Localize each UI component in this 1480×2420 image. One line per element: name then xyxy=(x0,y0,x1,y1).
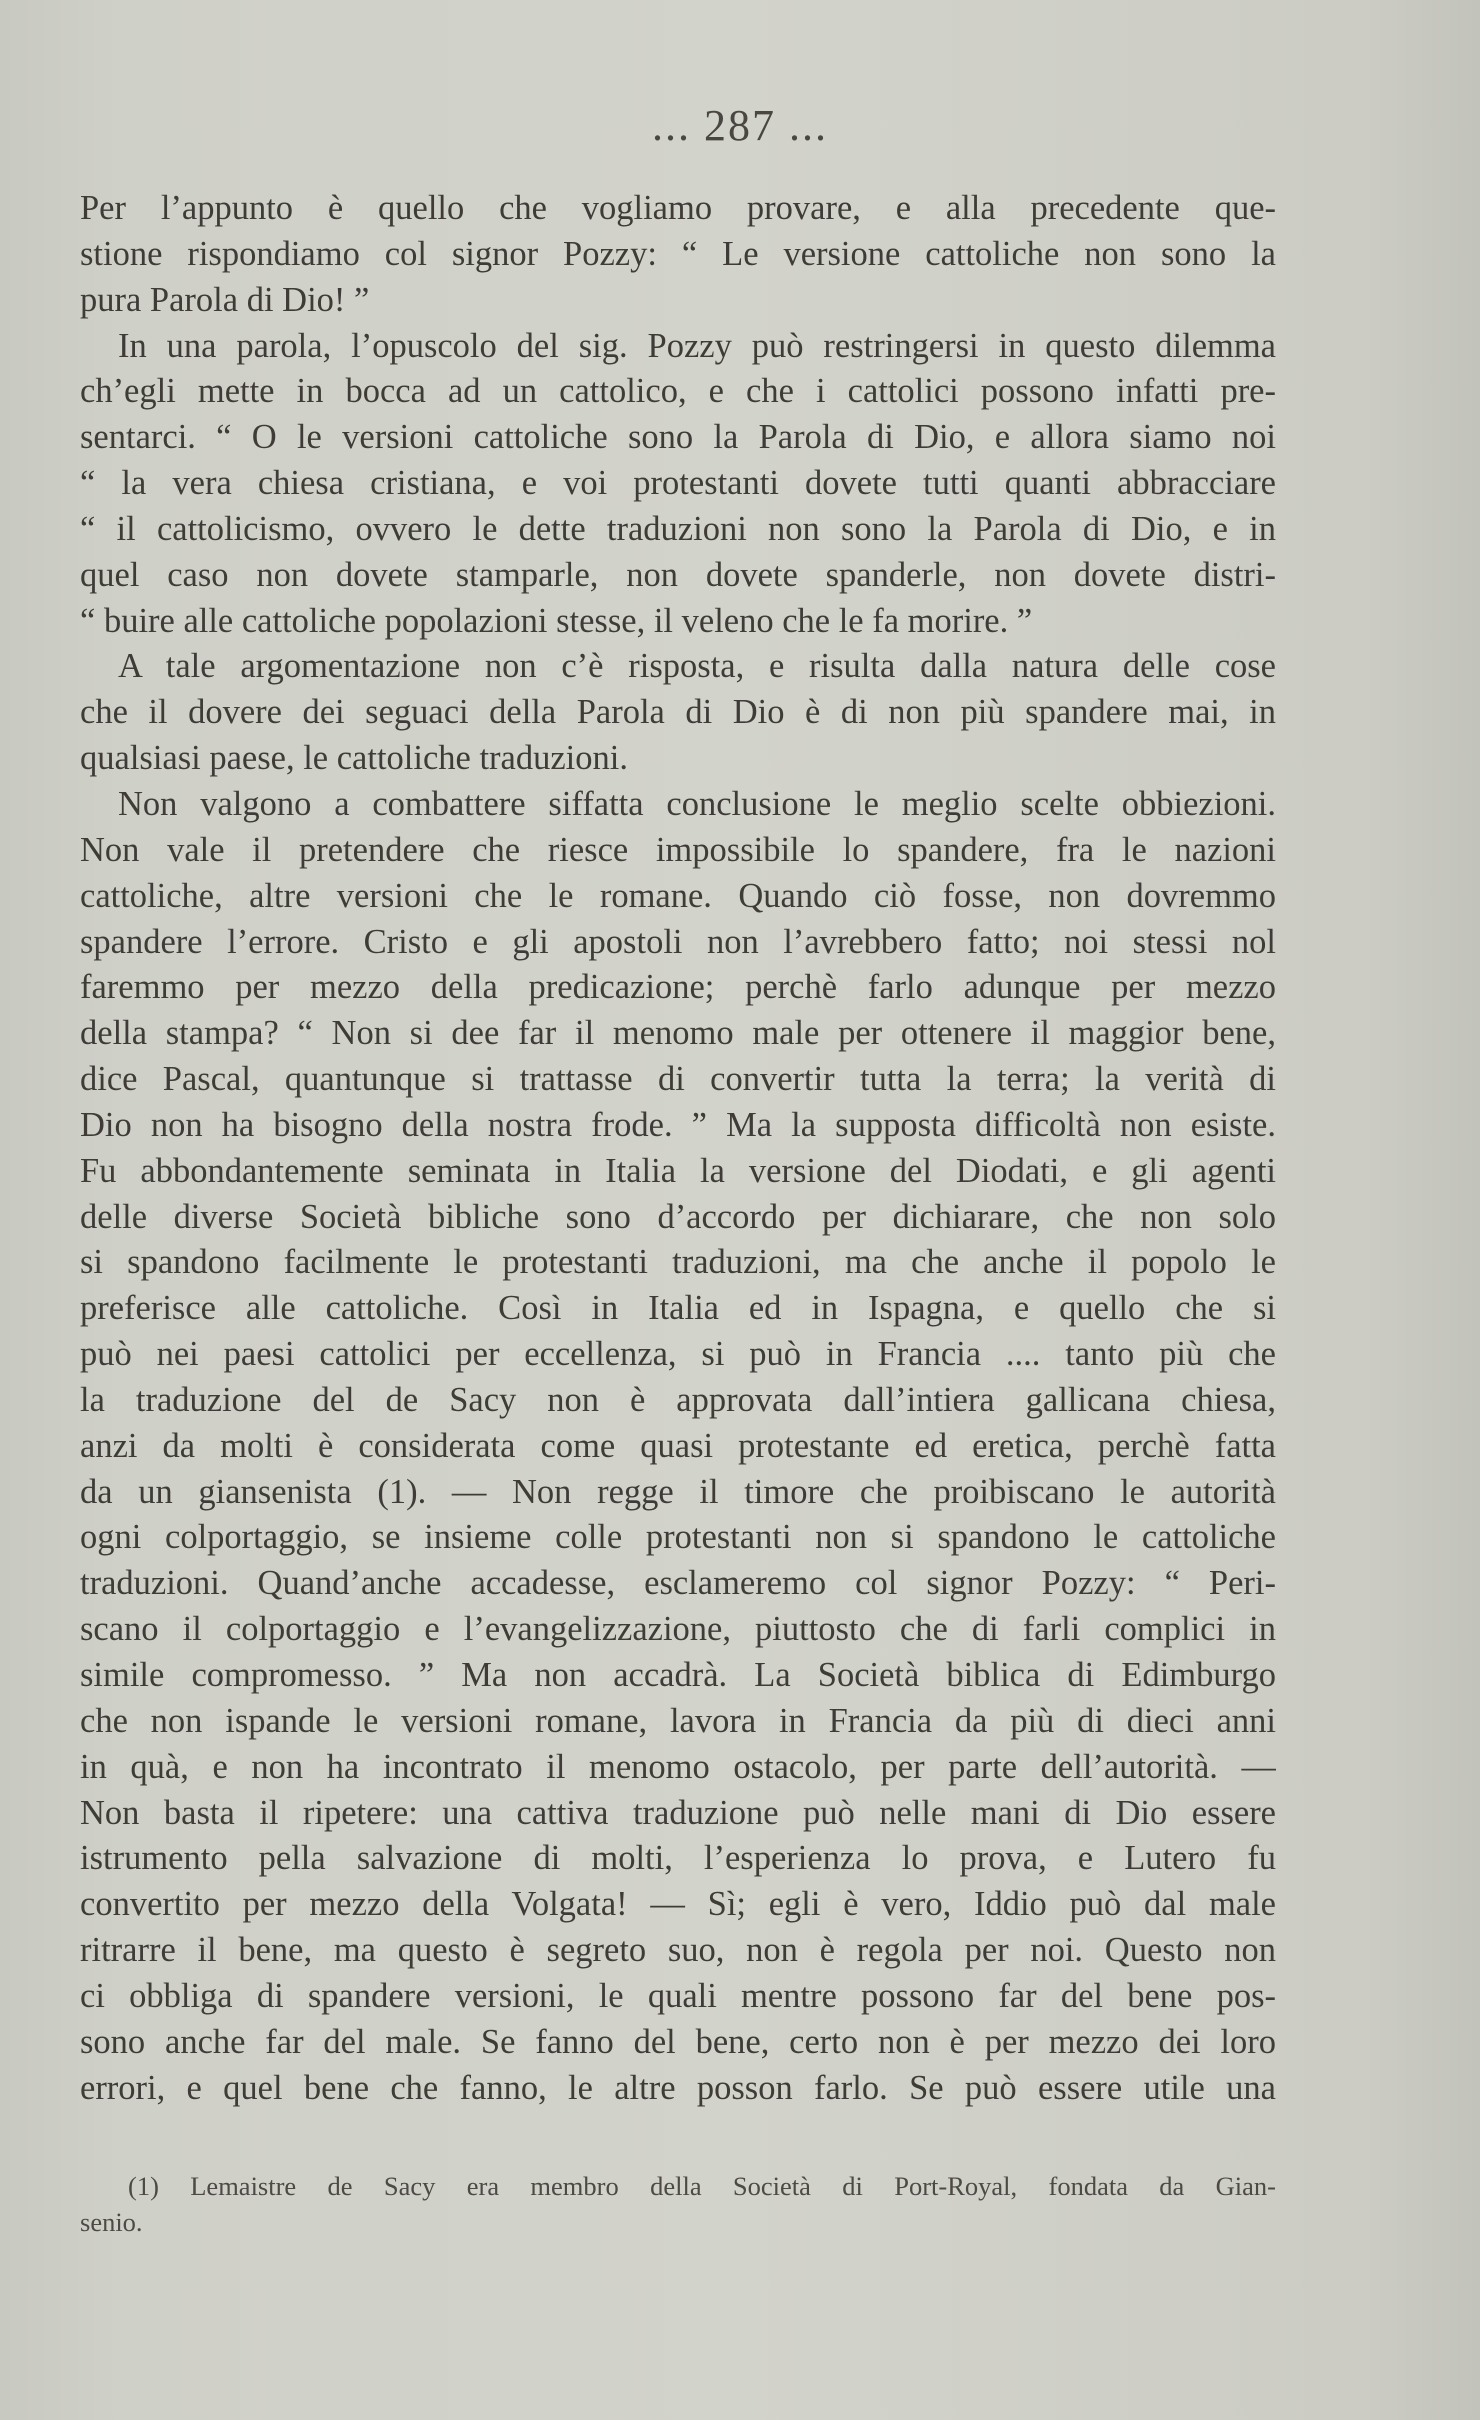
text-line: traduzioni. Quand’anche accadesse, esclameremo col signor Pozzy: “ Peri- xyxy=(80,1564,1276,1603)
text-line: “ buire alle cattoliche popolazioni stesse, il veleno che le fa morire. ” xyxy=(80,601,1033,640)
text-line: In una parola, l’opuscolo del sig. Pozzy può restringersi in questo dilemma xyxy=(118,326,1276,365)
text-line: si spandono facilmente le protestanti traduzioni, ma che anche il popolo le xyxy=(80,1243,1276,1282)
body-text xyxy=(80,186,1276,2111)
text-line: Non valgono a combattere siffatta conclusione le meglio scelte obbiezioni. xyxy=(118,784,1276,823)
text-line: cattoliche, altre versioni che le romane. Quando ciò fosse, non dovremmo xyxy=(80,876,1276,915)
text-line: può nei paesi cattolici per eccellenza, si può in Francia .... tanto più che xyxy=(80,1335,1276,1374)
text-line: “ il cattolicismo, ovvero le dette traduzioni non sono la Parola di Dio, e in xyxy=(80,509,1276,548)
text-line: che non ispande le versioni romane, lavora in Francia da più di dieci anni xyxy=(80,1701,1276,1740)
text-line: simile compromesso. ” Ma non accadrà. La Società biblica di Edimburgo xyxy=(80,1656,1276,1694)
text-line: ci obbliga di spandere versioni, le quali mentre possono far del bene pos- xyxy=(80,1976,1276,2015)
footnote-line: (1) Lemaistre de Sacy era membro della Società di Port-Royal, fondata da Gian- xyxy=(128,2171,1276,2201)
text-line: A tale argomentazione non c’è risposta, e risulta dalla natura delle cose xyxy=(118,647,1276,686)
text-line: pura Parola di Dio! ” xyxy=(80,280,370,319)
text-line: delle diverse Società bibliche sono d’accordo per dichiarare, che non solo xyxy=(80,1197,1276,1236)
text-line: dice Pascal, quantunque si trattasse di convertir tutta la terra; la verità di xyxy=(80,1060,1276,1099)
text-line: spandere l’errore. Cristo e gli apostoli non l’avrebbero fatto; noi stessi nol xyxy=(80,922,1276,961)
text-line: in quà, e non ha incontrato il menomo ostacolo, per parte dell’autorità. — xyxy=(80,1747,1276,1786)
text-line: quel caso non dovete stamparle, non dovete spanderle, non dovete distri- xyxy=(80,555,1276,594)
text-line: sono anche far del male. Se fanno del bene, certo non è per mezzo dei loro xyxy=(80,2022,1276,2061)
text-line: qualsiasi paese, le cattoliche traduzioni. xyxy=(80,739,628,778)
text-line: preferisce alle cattoliche. Così in Italia ed in Ispagna, e quello che si xyxy=(80,1289,1276,1328)
text-line: la traduzione del de Sacy non è approvata dall’intiera gallicana chiesa, xyxy=(80,1380,1276,1419)
text-line: della stampa? “ Non si dee far il menomo male per ottenere il maggior bene, xyxy=(80,1014,1276,1053)
text-line: ogni colportaggio, se insieme colle protestanti non si spandono le cattoliche xyxy=(80,1518,1276,1557)
text-line: “ la vera chiesa cristiana, e voi protestanti dovete tutti quanti abbracciare xyxy=(80,464,1276,503)
text-line: sentarci. “ O le versioni cattoliche sono la Parola di Dio, e allora siamo noi xyxy=(80,418,1276,457)
footnote-line: senio. xyxy=(80,2207,143,2237)
text-line: ritrarre il bene, ma questo è segreto suo, non è regola per noi. Questo non xyxy=(80,1931,1276,1970)
page-number: ... 287 ... xyxy=(652,101,828,150)
text-line: Per l’appunto è quello che vogliamo provare, e alla precedente que- xyxy=(80,189,1276,227)
footnote xyxy=(80,2168,1276,2240)
text-line: Non vale il pretendere che riesce impossibile lo spandere, fra le nazioni xyxy=(80,830,1276,869)
text-line: da un giansenista (1). — Non regge il timore che proibiscano le autorità xyxy=(80,1472,1276,1511)
text-line: convertito per mezzo della Volgata! — Sì; egli è vero, Iddio può dal male xyxy=(80,1885,1276,1924)
text-line: istrumento pella salvazione di molti, l’esperienza lo prova, e Lutero fu xyxy=(80,1839,1276,1878)
text-line: Dio non ha bisogno della nostra frode. ” Ma la supposta difficoltà non esiste. xyxy=(80,1105,1276,1144)
text-line: scano il colportaggio e l’evangelizzazione, piuttosto che di farli complici in xyxy=(80,1610,1276,1649)
text-line: Fu abbondantemente seminata in Italia la versione del Diodati, e gli agenti xyxy=(80,1151,1276,1190)
text-line: stione rispondiamo col signor Pozzy: “ Le versione cattoliche non sono la xyxy=(80,234,1276,273)
text-line: faremmo per mezzo della predicazione; perchè farlo adunque per mezzo xyxy=(80,968,1276,1007)
text-line: ch’egli mette in bocca ad un cattolico, e che i cattolici possono infatti pre- xyxy=(80,372,1276,411)
text-line: anzi da molti è considerata come quasi protestante ed eretica, perchè fatta xyxy=(80,1426,1276,1465)
text-line: che il dovere dei seguaci della Parola di Dio è di non più spandere mai, in xyxy=(80,693,1276,732)
text-line: errori, e quel bene che fanno, le altre posson farlo. Se può essere utile una xyxy=(80,2068,1276,2107)
text-line: Non basta il ripetere: una cattiva traduzione può nelle mani di Dio essere xyxy=(80,1793,1276,1832)
